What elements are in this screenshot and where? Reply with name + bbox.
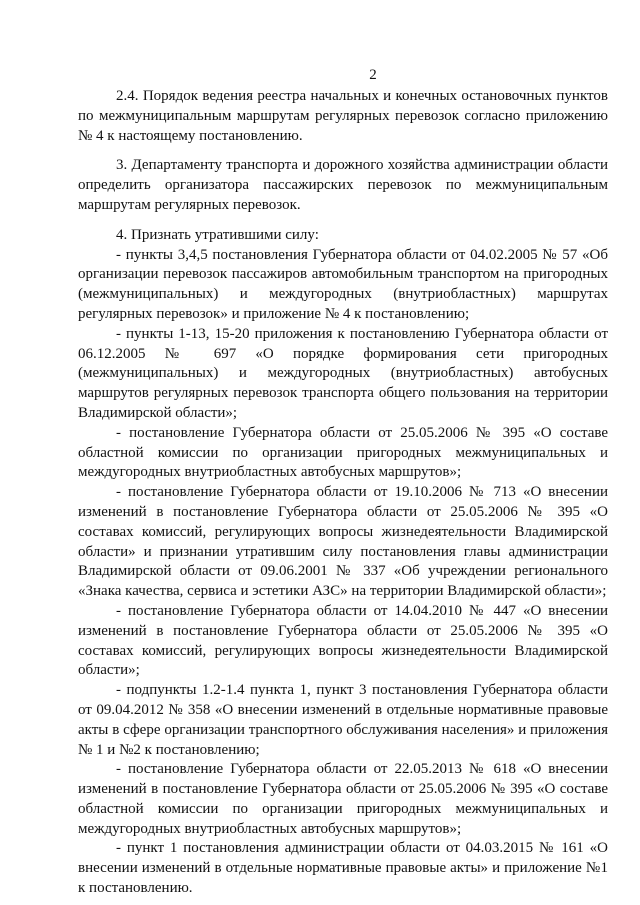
list-item: - постановление Губернатора области от 25.05.2006 № 395 «О составе областной комиссии по организации пригородных межмуниципальных и междугородных внутриобластных автобусных маршрутов»; [78,424,608,481]
list-item: - пункты 3,4,5 постановления Губернатора области от 04.02.2005 № 57 «Об организации перевозок пассажиров автомобильным транспортом на пригородных (межмуниципальных) и междугородных (внутриобластных) маршрутах регулярных перевозок» и приложение № 4 к постановлению; [78,246,608,322]
page-number: 2 [369,67,377,83]
list-item: - постановление Губернатора области от 14.04.2010 № 447 «О внесении изменений в постановление Губернатора области от 25.05.2006 № 395 «О составах комиссий, регулирующих вопросы жизнедеятельности Владимирской области»; [78,602,608,679]
paragraph-3: 3. Департаменту транспорта и дорожного хозяйства администрации области определить организатора пассажирских перевозок по межмуниципальным маршрутам регулярных перевозок. [78,157,608,213]
paragraph-4-heading: 4. Признать утратившими силу: [116,226,319,243]
list-item: - постановление Губернатора области от 19.10.2006 № 713 «О внесении изменений в постановление Губернатора области от 25.05.2006 № 395 «О составах комиссий, регулирующих вопросы жизнедеятельности Владимирской области» и признании утратившим силу постановления главы администрации Владимирской области от 09.06.2001 № 337 «Об учреждении регионального «Знака качества, сервиса и эстетики АЗС» на территории Владимирской области»; [78,484,608,600]
paragraph-2-4: 2.4. Порядок ведения реестра начальных и конечных остановочных пунктов по межмуниципальным маршрутам регулярных перевозок согласно приложению № 4 к настоящему постановлению. [78,88,608,144]
list-item: - пункты 1-13, 15-20 приложения к постановлению Губернатора области от 06.12.2005 № 697 «О порядке формирования сети пригородных (межмуниципальных) и междугородных (внутриобластных) автобусных маршрутов регулярных перевозок транспорта общего пользования на территории Владимирской области»; [78,325,608,421]
list-item: - подпункты 1.2-1.4 пункта 1, пункт 3 постановления Губернатора области от 09.04.2012 № 358 «О внесении изменений в отдельные нормативные правовые акты в сфере организации транспортного обслуживания населения» и приложения № 1 и №2 к постановлению; [78,682,608,758]
list-item: - пункт 1 постановления администрации области от 04.03.2015 № 161 «О внесении изменений в отдельные нормативные правовые акты» и приложение №1 к постановлению. [78,840,608,897]
document-page [78,66,608,899]
list-item: - постановление Губернатора области от 22.05.2013 № 618 «О внесении изменений в постановление Губернатора области от 25.05.2006 № 395 «О составе областной комиссии по организации пригородных межмуниципальных и междугородных внутриобластных автобусных маршрутов»; [78,761,608,837]
